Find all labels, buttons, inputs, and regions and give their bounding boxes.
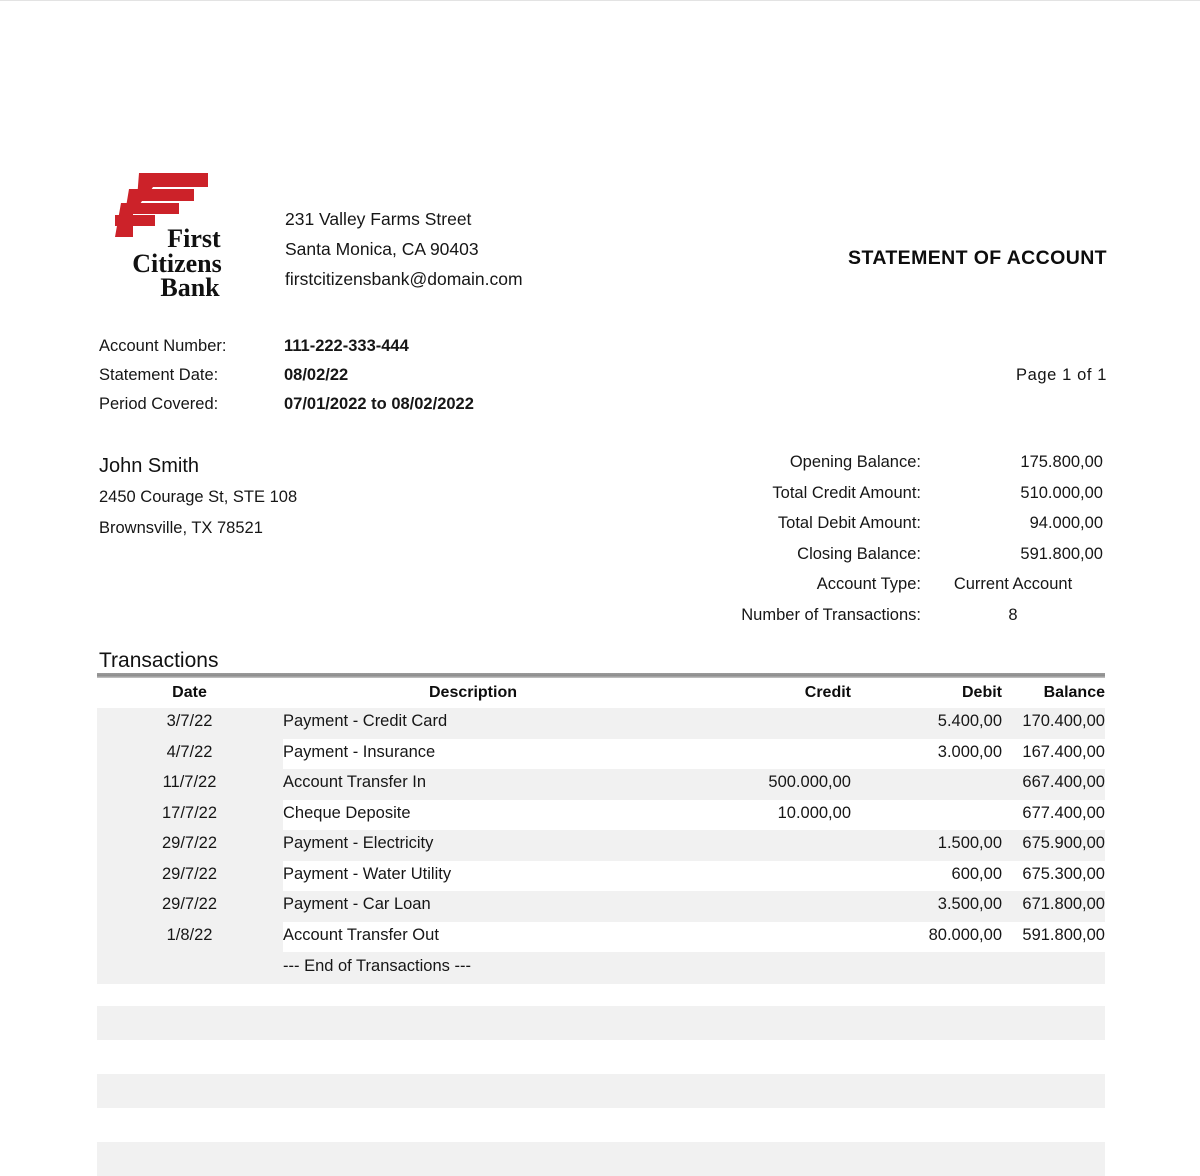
summary-row-number-of-transactions: [620, 606, 1107, 637]
cell-date: 11/7/22: [162, 773, 217, 791]
page-indicator: Page 1 of 1: [1015, 366, 1107, 384]
summary-label: Total Credit Amount:: [772, 483, 921, 502]
summary-label: Number of Transactions:: [741, 605, 921, 624]
column-header-debit: Debit: [962, 684, 1002, 701]
cell-description: Payment - Car Loan: [283, 895, 431, 913]
cell-debit: 5.400,00: [937, 712, 1002, 730]
summary-value: 510.000,00: [1020, 483, 1103, 502]
cell-balance: 591.800,00: [1022, 925, 1105, 944]
cell-date: 4/7/22: [166, 742, 213, 761]
end-of-transactions-label: --- End of Transactions ---: [283, 957, 471, 975]
meta-label: Period Covered:: [99, 395, 219, 413]
bank-name-line1: First: [167, 224, 221, 253]
statement-page: [0, 1, 1200, 1171]
bank-name-line2: Citizens: [132, 248, 222, 278]
meta-value: 07/01/2022 to 08/02/2022: [284, 395, 474, 413]
empty-row-stripe: [97, 1074, 1105, 1108]
cell-date: 29/7/22: [161, 834, 218, 852]
customer-block: [99, 451, 297, 544]
meta-row-account-number: [99, 337, 1107, 366]
cell-balance: 671.800,00: [1022, 895, 1105, 913]
summary-row-closing-balance: [620, 545, 1107, 576]
cell-description: Payment - Water Utility: [283, 864, 452, 883]
cell-balance: 677.400,00: [1022, 803, 1105, 822]
transactions-divider: [97, 673, 1105, 678]
bank-address-line1: 231 Valley Farms Street: [285, 209, 472, 229]
summary-row-account-type: [620, 575, 1107, 606]
column-header-date: Date: [172, 684, 207, 701]
table-header-row: [97, 680, 1105, 708]
meta-value: 08/02/22: [284, 366, 349, 384]
bank-name-line3: Bank: [160, 273, 220, 303]
cell-description: Payment - Electricity: [283, 834, 434, 852]
table-row: [97, 800, 1105, 831]
table-row: [97, 922, 1105, 953]
cell-debit: 3.500,00: [937, 895, 1002, 913]
cell-date: 17/7/22: [161, 803, 218, 822]
customer-address-line1: 2450 Courage St, STE 108: [99, 488, 298, 506]
cell-balance: 667.400,00: [1022, 773, 1105, 791]
empty-row-stripe: [97, 1006, 1105, 1040]
summary-value: 8: [1008, 605, 1018, 624]
transactions-table: [97, 680, 1105, 984]
cell-date: 3/7/22: [166, 712, 213, 730]
summary-label: Account Type:: [816, 575, 921, 593]
transactions-section-title: Transactions: [99, 649, 219, 672]
summary-value: 175.800,00: [1020, 453, 1103, 471]
cell-description: Payment - Insurance: [283, 742, 436, 761]
cell-date: 29/7/22: [161, 895, 218, 913]
document-title: STATEMENT OF ACCOUNT: [848, 247, 1107, 269]
cell-debit: 1.500,00: [937, 834, 1002, 852]
cell-credit: 10.000,00: [777, 803, 851, 822]
meta-label: Statement Date:: [99, 366, 219, 384]
cell-description: Account Transfer Out: [283, 925, 439, 944]
summary-label: Closing Balance:: [797, 544, 921, 563]
cell-credit: 500.000,00: [768, 773, 851, 791]
cell-balance: 675.300,00: [1022, 864, 1105, 883]
summary-label: Total Debit Amount:: [777, 514, 921, 532]
summary-value: 94.000,00: [1029, 514, 1103, 532]
table-row: [97, 708, 1105, 739]
cell-debit: 600,00: [951, 864, 1002, 883]
table-row: [97, 769, 1105, 800]
bank-address: [285, 204, 523, 294]
bank-name: [97, 224, 257, 303]
column-header-balance: Balance: [1043, 684, 1105, 701]
cell-description: Payment - Credit Card: [283, 712, 448, 730]
cell-description: Cheque Deposite: [283, 803, 411, 822]
summary-label: Opening Balance:: [789, 453, 921, 471]
cell-balance: 170.400,00: [1022, 712, 1105, 730]
cell-debit: 3.000,00: [937, 742, 1002, 761]
summary-value: Current Account: [953, 575, 1073, 593]
cell-date: 29/7/22: [161, 864, 218, 883]
summary-row-total-debit: [620, 514, 1107, 545]
bank-email: firstcitizensbank@domain.com: [285, 269, 523, 289]
table-row: [97, 830, 1105, 861]
summary-value: 591.800,00: [1020, 544, 1103, 563]
meta-value: 111-222-333-444: [284, 337, 409, 355]
customer-address-line2: Brownsville, TX 78521: [99, 519, 263, 537]
account-meta: [99, 337, 1107, 424]
cell-balance: 675.900,00: [1022, 834, 1105, 852]
summary-row-total-credit: [620, 484, 1107, 515]
table-row: [97, 891, 1105, 922]
meta-row-statement-date: [99, 366, 1107, 395]
table-row: [97, 739, 1105, 770]
meta-label: Account Number:: [99, 337, 227, 355]
cell-description: Account Transfer In: [283, 773, 427, 791]
table-end-marker-row: [97, 952, 1105, 984]
cell-date: 1/8/22: [166, 925, 213, 944]
statement-header: [97, 169, 1107, 309]
cell-balance: 167.400,00: [1022, 742, 1105, 761]
row-date-background: [97, 952, 283, 984]
table-row: [97, 861, 1105, 892]
bank-address-line2: Santa Monica, CA 90403: [285, 239, 479, 259]
column-header-credit: Credit: [804, 684, 851, 701]
bank-brand: [97, 169, 257, 305]
meta-row-period-covered: [99, 395, 1107, 424]
empty-row-stripe: [97, 1142, 1105, 1176]
summary-row-opening-balance: [620, 453, 1107, 484]
cell-debit: 80.000,00: [928, 925, 1002, 944]
balance-summary: [620, 453, 1107, 636]
column-header-description: Description: [428, 684, 517, 701]
customer-name: John Smith: [99, 455, 200, 477]
